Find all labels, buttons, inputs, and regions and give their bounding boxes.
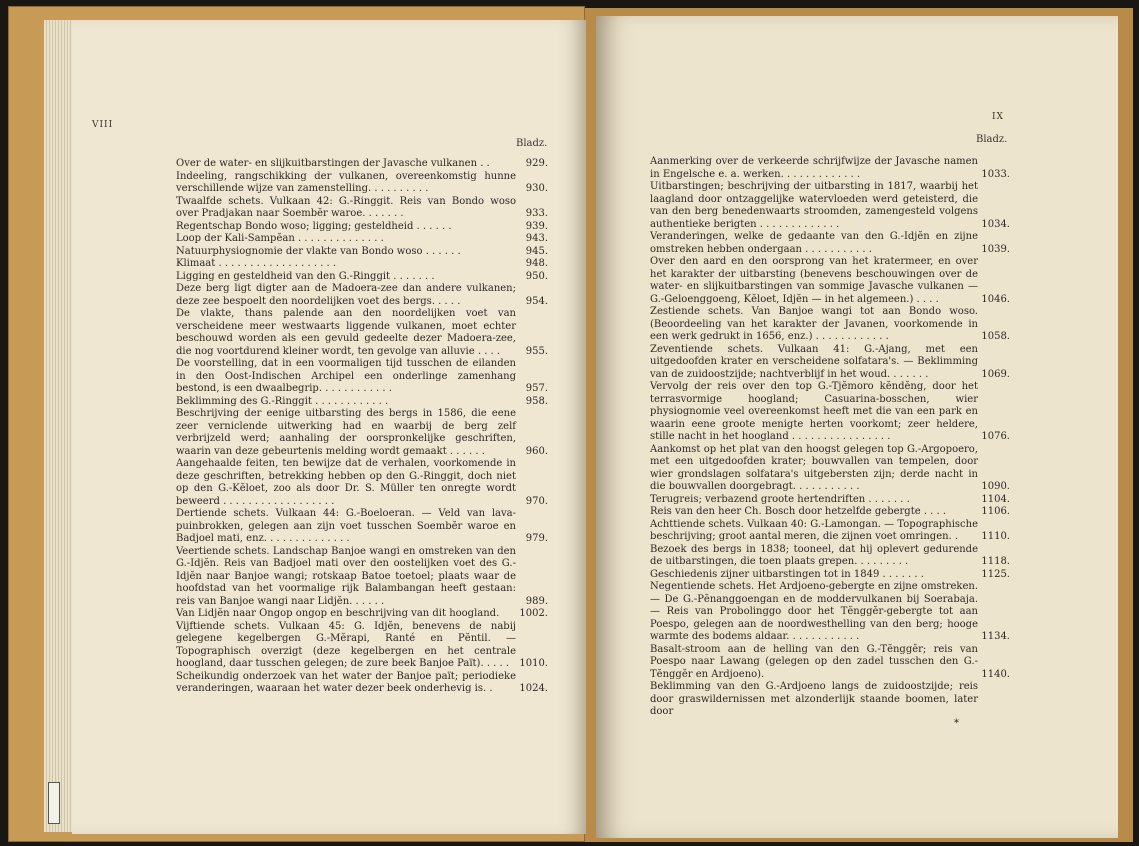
toc-entry [650,381,1010,444]
entry-page: 989. [525,595,548,607]
entry-text: Indeeling, rangschikking der vulkanen, overeenkomstig hunne verschillende wijze van zamenstelling. . . . . . . . . . [176,170,516,194]
toc-entry [650,581,1010,644]
entry-text: Over de water- en slijkuitbarstingen der Javasche vulkanen . . [176,158,490,169]
entry-page: 1046. [981,293,1010,305]
entry-page: 1039. [981,243,1010,255]
table-of-contents [176,158,548,696]
toc-entry [176,271,548,284]
entry-page: 1125. [981,568,1010,580]
entry-text: Aanmerking over de verkeerde schrijfwijze der Javasche namen in Engelsche e. a. werken. . . . . . . . . . . . . [650,156,978,180]
entry-text: Achttiende schets. Vulkaan 40: G.-Lamongan. — Topographische beschrijving; groot aantal meren, die zijnen voet omringen. . [650,518,978,542]
entry-text: Regentschap Bondo woso; ligging; gesteldheid . . . . . . [176,220,452,232]
entry-page: 1140. [981,668,1010,680]
toc-entry [176,508,548,546]
entry-text: Beklimming van den G.-Ardjoeno langs de zuidoostzijde; reis door graswildernissen met alzonderlijk staande boomen, later door [650,681,978,717]
column-header: Bladz. [516,138,548,149]
entry-page: 1104. [981,493,1010,505]
toc-entry [176,608,548,621]
entry-text: Reis van den heer Ch. Bosch door hetzelfde gebergte . . . . [650,506,947,517]
toc-entry [176,233,548,246]
entry-page: 979. [525,533,548,544]
entry-text: Scheikundig onderzoek van het water der Banjoe paït; periodieke veranderingen, waaraan het water dezer beek onderhevig is. . [176,670,516,694]
entry-page: 1002. [519,608,548,619]
toc-entry [176,308,548,358]
entry-text: Aankomst op het plat van den hoogst gelegen top G.-Argopoero, met een uitgedoofden krater; bouwvallen van tempelen, door wier grondslagen solfatara's uitgebersten zijn; derde nacht in die bouwvallen doorgebragt. . . . . . . . . . . [650,443,978,492]
right-page [596,16,1118,838]
entry-text: Vervolg der reis over den top G.-Tjĕmoro kĕndĕng, door het terrasvormige hoogland; Casuarina-bosschen, wier physiognomie veel overeenkomst heeft met die van een park en waarin eene groote menigte herten voorkomt; zeer heldere, stille nacht in het hoogland . . . . . . . . . . . . . . . . [650,381,978,442]
entry-text: Dertiende schets. Vulkaan 44: G.-Boeloeran. — Veld van lava-puinbrokken, gelegen aan zijn voet tusschen Soembĕr waroe en Badjoel mati, enz. . . . . . . . . . . . . . [176,508,516,544]
entry-page: 1118. [981,556,1010,567]
entry-page: 954. [525,295,548,307]
toc-entry [650,306,1010,344]
entry-page: 948. [525,258,548,269]
entry-text: Basalt-stroom aan de helling van den G.-Tĕnggĕr; reis van Poespo naar Lawang (gelegen op den zadel tusschen den G.-Tĕnggĕr en Ardjoeno). [650,643,978,680]
toc-entry [650,569,1010,582]
toc-entry [650,444,1010,494]
entry-page: 943. [525,233,548,244]
entry-text: Deze berg ligt digter aan de Madoera-zee dan andere vulkanen; deze zee bespoelt den noordelijken voet des bergs. . . . . [176,283,516,307]
toc-entry [650,231,1010,256]
entry-text: Veranderingen, welke de gedaante van den G.-Idjĕn en zijne omstreken hebben ondergaan . . . . . . . . . . . [650,231,978,255]
toc-entry [176,408,548,458]
entry-text: Vijftiende schets. Vulkaan 45: G. Idjĕn, benevens de nabij gelegene kegelbergen G.-Mĕrapi, Ranté en Pĕntil. — Topographisch overzigt (deze kegelbergen en het centrale hoogland, daar tusschen gelegen; de zure beek Banjoe Paït). . . . . [176,620,516,669]
column-header: Bladz. [976,134,1008,145]
toc-entry [176,671,548,696]
toc-entry [176,621,548,671]
toc-entry [650,494,1010,507]
entry-page: 945. [525,245,548,257]
entry-text: Uitbarstingen; beschrijving der uitbarsting in 1817, waarbij het laagland door ontzaggelijke watervloeden werd geteisterd, die van den berg benedenwaarts stroomden, zamengesteld volgens authentieke berigten . . . . . . . . . . . . . [650,181,978,230]
entry-text: Bezoek des bergs in 1838; tooneel, dat hij oplevert gedurende de uitbarstingen, die toen plaats grepen. . . . . . . . . [650,543,978,567]
entry-text: Twaalfde schets. Vulkaan 42: G.-Ringgit. Reis van Bondo woso over Pradjakan naar Soembĕr waroe. . . . . . . [176,195,516,219]
entry-page: 1010. [519,658,548,669]
entry-text: Aangehaalde feiten, ten bewijze dat de verhalen, voorkomende in deze geschriften, betrekking hebben op den G.-Ringgit, doch niet op den G.-Kĕloet, zoo als door Dr. S. Müller ten onregte wordt beweerd . . . . . . . . . . . . . . . . . . [176,458,516,507]
label-strip [48,782,60,824]
entry-page: 1076. [981,431,1010,442]
entry-text: Terugreis; verbazend groote hertendriften . . . . . . . [650,493,910,505]
entry-text: Negentiende schets. Het Ardjoeno-gebergte en zijne omstreken. — De G.-Pĕnanggoengan en de moddervulkanen bij Soerabaja. — Reis van Probolinggo door het Tĕnggĕr-gebergte tot aan Poespo, gelegen aan de noordwesthelling van den berg; hooge warmte des bodems aldaar. . . . . . . . . . . . [650,581,978,642]
toc-entry [176,546,548,609]
toc-entry [650,681,1010,719]
toc-entry [650,181,1010,231]
entry-page: 1110. [981,531,1010,542]
toc-entry [176,358,548,396]
entry-page: 930. [525,183,548,194]
entry-page: 960. [525,445,548,457]
left-page [72,20,586,834]
toc-entry [650,344,1010,382]
entry-page: 955. [525,345,548,357]
table-of-contents [650,156,1010,719]
entry-text: Zestiende schets. Van Banjoe wangi tot aan Bondo woso. (Beoordeeling van het karakter der Javanen, voorkomende in een werk gedrukt in 1656, enz.) . . . . . . . . . . . . [650,306,978,342]
entry-page: 939. [525,220,548,232]
entry-page: 933. [525,208,548,219]
toc-entry [176,196,548,221]
toc-entry [650,644,1010,682]
toc-entry [176,258,548,271]
entry-page: 1033. [981,168,1010,180]
entry-page: 970. [525,495,548,507]
toc-entry [650,544,1010,569]
entry-page: 929. [525,158,548,169]
entry-text: Beklimming des G.-Ringgit . . . . . . . . . . . . [176,395,389,407]
toc-entry [650,506,1010,519]
toc-entry [650,156,1010,181]
entry-text: Geschiedenis zijner uitbarstingen tot in 1849 . . . . . . . [650,568,924,580]
toc-entry [176,246,548,259]
entry-page: 1069. [981,368,1010,380]
toc-entry [176,221,548,234]
entry-text: Over den aard en den oorsprong van het kratermeer, en over het karakter der uitbarsting (benevens beschouwingen over de water- en slijkuitbarstingen van sommige Javasche vulkanen — G.-Geloenggoeng, Kĕloet, Idjĕn — in het algemeen.) . . . . [650,256,978,305]
entry-text: Veertiende schets. Landschap Banjoe wangi en omstreken van den G.-Idjĕn. Reis van Badjoel mati over den oostelijken voet des G.-Idjĕn naar Banjoe wangi; rotskaap Batoe toetoel; plaats waar de hoofdstad van het voormalige rijk Balambangan heeft gestaan: reis van Banjoe wangi naar Lidjĕn. . . . . . [176,545,516,607]
toc-entry [176,458,548,508]
entry-page: 957. [525,383,548,394]
entry-page: 958. [525,395,548,407]
entry-page: 1090. [981,481,1010,492]
entry-text: De voorstelling, dat in een voormaligen tijd tusschen de eilanden in den Oost-Indischen Archipel een onderlinge zamenhang bestond, is een dwaalbegrip. . . . . . . . . . . . [176,358,516,394]
page-number: VIII [92,120,114,130]
entry-page: 950. [525,270,548,282]
toc-entry [176,158,548,171]
toc-entry [650,519,1010,544]
signature-mark: * [954,718,959,729]
toc-entry [176,171,548,196]
page-edges [44,20,74,832]
toc-entry [650,256,1010,306]
toc-entry [176,396,548,409]
entry-text: Beschrijving der eenige uitbarsting des bergs in 1586, die eene zeer verniclende uitwerking had en waarbij de berg zelf verbrijzeld werd; aanhaling der oorspronkelijke geschriften, waarin van deze gebeurtenis melding wordt gemaakt . . . . . . [176,408,516,457]
entry-page: 1024. [519,683,548,694]
entry-page: 1058. [981,331,1010,342]
entry-text: Klimaat . . . . . . . . . . . . . . . . . . . [176,258,337,269]
entry-text: Loop der Kali-Sampĕan . . . . . . . . . . . . . . [176,233,384,244]
entry-text: De vlakte, thans palende aan den noordelijken voet van verscheidene meer westwaarts liggende vulkanen, moet echter beschouwd worden als een gevuld gedeelte dezer Madoera-zee, die nog voortdurend kleiner wordt, ten gevolge van alluvie . . . . [176,308,516,357]
entry-page: 1034. [981,218,1010,230]
entry-text: Van Lidjĕn naar Ongop ongop en beschrijving van dit hoogland. [176,608,500,619]
entry-page: 1134. [981,631,1010,642]
entry-text: Zeventiende schets. Vulkaan 41: G.-Ajang, met een uitgedoofden krater en verscheidene solfatara's. — Beklimming van de zuidoostzijde; nachtverblijf in het woud. . . . . . . [650,343,978,380]
page-number: IX [992,112,1004,122]
entry-text: Natuurphysiognomie der vlakte van Bondo woso . . . . . . [176,245,461,257]
entry-text: Ligging en gesteldheid van den G.-Ringgit . . . . . . . [176,270,435,282]
entry-page: 1106. [981,506,1010,517]
toc-entry [176,283,548,308]
